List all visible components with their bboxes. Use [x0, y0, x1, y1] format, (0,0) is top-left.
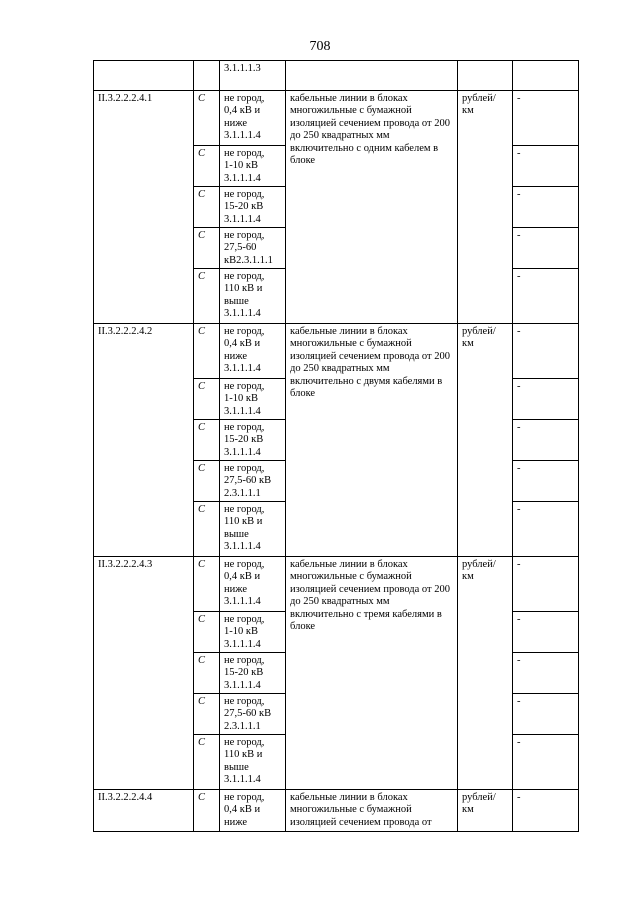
- value-cell: -: [513, 502, 579, 557]
- condition-cell: [220, 187, 286, 228]
- condition-line: 110 кВ и: [224, 516, 263, 528]
- condition-line: 3.1.1.1.4: [224, 679, 261, 691]
- code-cell: II.3.2.2.2.4.1: [94, 91, 194, 324]
- table-row: [94, 557, 579, 612]
- value-cell: -: [513, 228, 579, 269]
- condition-line: 110 кВ и: [224, 283, 263, 295]
- condition-cell: [220, 324, 286, 379]
- condition-cell: [220, 653, 286, 694]
- condition-line: 1-10 кВ: [224, 160, 258, 172]
- unit-cell: [458, 61, 513, 91]
- unit-cell: рублей/ км: [458, 790, 513, 832]
- condition-cell: [220, 146, 286, 187]
- letter-cell: С: [194, 228, 220, 269]
- condition-line: не город,: [224, 422, 265, 433]
- letter-cell: С: [194, 324, 220, 379]
- condition-cell: [220, 269, 286, 324]
- condition-cell: [220, 694, 286, 735]
- condition-line: 1-10 кВ: [224, 626, 258, 638]
- page-number: 708: [309, 39, 331, 54]
- value-cell: -: [513, 612, 579, 653]
- condition-line: не город,: [224, 696, 265, 707]
- condition-line: 3.1.1.1.4: [224, 596, 261, 608]
- letter-cell: С: [194, 502, 220, 557]
- condition-line: выше: [224, 761, 249, 773]
- description-cell: кабельные линии в блоках многожильные с бумажной изоляцией сечением провода от 200 до 250 квадратных мм включительно с двумя кабелями в блоке: [286, 324, 458, 557]
- condition-cell: [220, 612, 286, 653]
- table-row: [94, 91, 579, 146]
- letter-cell: С: [194, 146, 220, 187]
- description-cell: [286, 61, 458, 91]
- value-cell: -: [513, 379, 579, 420]
- condition-line: 0,4 кВ и: [224, 804, 261, 816]
- condition-line: 3.1.1.1.4: [224, 308, 261, 320]
- value-cell: -: [513, 790, 579, 832]
- value-cell: -: [513, 735, 579, 790]
- condition-line: 3.1.1.1.4: [224, 774, 261, 786]
- condition-line: ниже: [224, 816, 248, 828]
- condition-line: ниже: [224, 583, 248, 595]
- condition-cell: [220, 735, 286, 790]
- letter-cell: С: [194, 653, 220, 694]
- value-cell: -: [513, 694, 579, 735]
- condition-line: 3.1.1.1.4: [224, 541, 261, 553]
- value-cell: -: [513, 187, 579, 228]
- condition-cell: [220, 228, 286, 269]
- condition-line: ниже: [224, 350, 248, 362]
- condition-cell: [220, 502, 286, 557]
- condition-line: 27,5-60 кВ: [224, 475, 272, 487]
- letter-cell: С: [194, 790, 220, 832]
- tariff-table-body: [94, 61, 579, 832]
- condition-line: не город,: [224, 737, 265, 748]
- condition-cell: [220, 790, 286, 832]
- tariff-table: [93, 60, 579, 832]
- value-cell: -: [513, 269, 579, 324]
- value-cell: -: [513, 146, 579, 187]
- condition-line: 1-10 кВ: [224, 393, 258, 405]
- condition-line: 0,4 кВ и: [224, 338, 261, 350]
- condition-line: 3.1.1.1.4: [224, 363, 261, 375]
- value-cell: -: [513, 461, 579, 502]
- description-cell: кабельные линии в блоках многожильные с бумажной изоляцией сечением провода от 200 до 250 квадратных мм включительно с тремя кабелями в блоке: [286, 557, 458, 790]
- letter-cell: С: [194, 461, 220, 502]
- condition-cell: [220, 379, 286, 420]
- condition-cell: [220, 91, 286, 146]
- condition-line: 3.1.1.1.4: [224, 638, 261, 650]
- condition-line: не город,: [224, 655, 265, 666]
- condition-line: не город,: [224, 93, 265, 104]
- condition-line: 15-20 кВ: [224, 201, 264, 213]
- condition-line: 0,4 кВ и: [224, 105, 261, 117]
- code-cell: II.3.2.2.2.4.3: [94, 557, 194, 790]
- condition-line: не город,: [224, 381, 265, 392]
- table-row: [94, 790, 579, 832]
- condition-line: 27,5-60 кВ: [224, 708, 272, 720]
- condition-cell: 3.1.1.1.3: [220, 61, 286, 91]
- condition-line: не город,: [224, 559, 265, 570]
- condition-line: 2.3.1.1.1: [224, 487, 261, 499]
- condition-line: не город,: [224, 614, 265, 625]
- unit-cell: рублей/ км: [458, 91, 513, 324]
- condition-line: не город,: [224, 148, 265, 159]
- condition-line: 110 кВ и: [224, 749, 263, 761]
- value-cell: -: [513, 653, 579, 694]
- condition-cell: [220, 461, 286, 502]
- value-cell: -: [513, 324, 579, 379]
- table-row: [94, 324, 579, 379]
- condition-line: 15-20 кВ: [224, 667, 264, 679]
- condition-line: 27,5-60: [224, 242, 257, 254]
- condition-cell: [220, 557, 286, 612]
- condition-line: выше: [224, 295, 249, 307]
- letter-cell: С: [194, 557, 220, 612]
- code-cell: II.3.2.2.2.4.4: [94, 790, 194, 832]
- condition-line: 3.1.1.1.4: [224, 405, 261, 417]
- value-cell: -: [513, 91, 579, 146]
- letter-cell: С: [194, 420, 220, 461]
- condition-line: 0,4 кВ и: [224, 571, 261, 583]
- condition-line: 3.1.1.1.4: [224, 446, 261, 458]
- letter-cell: [194, 61, 220, 91]
- continuation-row: [94, 61, 579, 91]
- letter-cell: С: [194, 735, 220, 790]
- condition-line: кВ2.3.1.1.1: [224, 254, 273, 266]
- letter-cell: С: [194, 694, 220, 735]
- description-cell: кабельные линии в блоках многожильные с бумажной изоляцией сечением провода от 200 до 250 квадратных мм включительно с одним кабелем в блоке: [286, 91, 458, 324]
- condition-line: 2.3.1.1.1: [224, 720, 261, 732]
- letter-cell: С: [194, 612, 220, 653]
- value-cell: [513, 61, 579, 91]
- condition-line: не город,: [224, 326, 265, 337]
- letter-cell: С: [194, 269, 220, 324]
- letter-cell: С: [194, 379, 220, 420]
- value-cell: -: [513, 420, 579, 461]
- condition-line: 3.1.1.1.4: [224, 172, 261, 184]
- code-cell: II.3.2.2.2.4.2: [94, 324, 194, 557]
- condition-line: не город,: [224, 792, 265, 803]
- description-cell: кабельные линии в блоках многожильные с бумажной изоляцией сечением провода от: [286, 790, 458, 832]
- condition-line: ниже: [224, 117, 248, 129]
- condition-line: не город,: [224, 504, 265, 515]
- letter-cell: С: [194, 91, 220, 146]
- condition-line: не город,: [224, 189, 265, 200]
- unit-cell: рублей/ км: [458, 324, 513, 557]
- condition-line: 3.1.1.1.4: [224, 213, 261, 225]
- condition-line: выше: [224, 528, 249, 540]
- value-cell: -: [513, 557, 579, 612]
- condition-line: не город,: [224, 271, 265, 282]
- condition-line: 3.1.1.1.4: [224, 130, 261, 142]
- condition-cell: [220, 420, 286, 461]
- condition-line: не город,: [224, 463, 265, 474]
- condition-line: 15-20 кВ: [224, 434, 264, 446]
- unit-cell: рублей/ км: [458, 557, 513, 790]
- condition-line: не город,: [224, 230, 265, 241]
- code-cell: [94, 61, 194, 91]
- letter-cell: С: [194, 187, 220, 228]
